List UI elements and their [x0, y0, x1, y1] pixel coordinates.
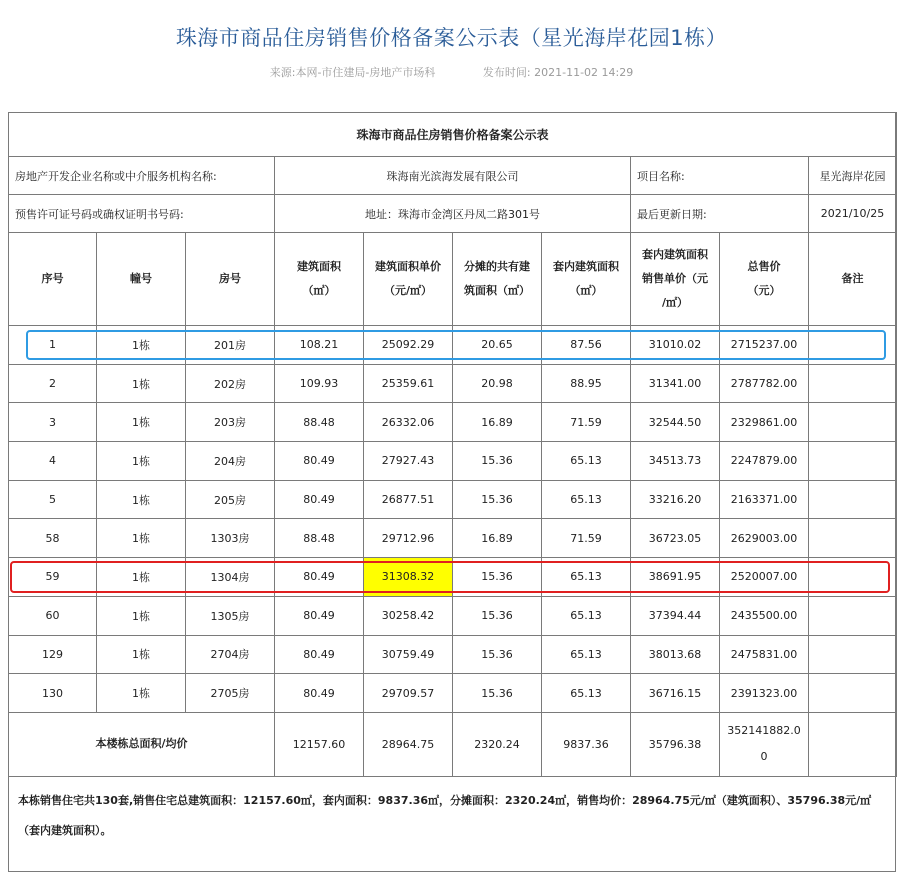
total-inner-unit-price: 35796.38 [631, 712, 720, 776]
table-cell [809, 674, 897, 713]
table-cell: 2163371.00 [720, 480, 809, 519]
table-cell: 2705房 [186, 674, 275, 713]
table-cell: 88.95 [542, 364, 631, 403]
permit-label: 预售许可证号码或确权证明书号码: [9, 195, 275, 233]
table-cell: 2 [9, 364, 97, 403]
developer-value: 珠海南光滨海发展有限公司 [275, 157, 631, 195]
table-cell: 33216.20 [631, 480, 720, 519]
table-cell: 71.59 [542, 519, 631, 558]
table-cell: 29709.57 [364, 674, 453, 713]
total-note [809, 712, 897, 776]
table-cell: 80.49 [275, 480, 364, 519]
table-cell: 15.36 [453, 635, 542, 674]
column-header: 套内建筑面积 （㎡） [542, 233, 631, 326]
table-cell: 4 [9, 442, 97, 481]
table-row [9, 674, 897, 713]
table-cell: 58 [9, 519, 97, 558]
developer-row [9, 157, 897, 195]
table-cell: 1栋 [97, 558, 186, 597]
table-cell: 31308.32 [364, 558, 453, 597]
table-cell: 15.36 [453, 558, 542, 597]
table-cell: 1栋 [97, 635, 186, 674]
table-row [9, 480, 897, 519]
table-cell: 27927.43 [364, 442, 453, 481]
table-cell: 88.48 [275, 403, 364, 442]
table-cell: 65.13 [542, 480, 631, 519]
table-cell: 2435500.00 [720, 596, 809, 635]
table-cell: 65.13 [542, 596, 631, 635]
table-cell [809, 442, 897, 481]
table-row [9, 403, 897, 442]
table-cell: 2715237.00 [720, 326, 809, 365]
table-cell: 1栋 [97, 519, 186, 558]
column-header: 套内建筑面积 销售单价（元 /㎡） [631, 233, 720, 326]
table-cell: 15.36 [453, 442, 542, 481]
article-meta [0, 64, 903, 80]
table-cell: 2247879.00 [720, 442, 809, 481]
total-row [9, 712, 897, 776]
table-cell: 1305房 [186, 596, 275, 635]
table-cell: 60 [9, 596, 97, 635]
table-cell: 1栋 [97, 596, 186, 635]
table-cell: 201房 [186, 326, 275, 365]
column-header: 序号 [9, 233, 97, 326]
total-label: 本楼栋总面积/均价 [9, 712, 275, 776]
table-cell [809, 596, 897, 635]
table-cell [809, 364, 897, 403]
table-cell: 5 [9, 480, 97, 519]
table-cell: 2704房 [186, 635, 275, 674]
table-cell: 1304房 [186, 558, 275, 597]
total-price: 352141882.00 [720, 712, 809, 776]
project-label: 项目名称: [631, 157, 809, 195]
project-value: 星光海岸花园 [809, 157, 897, 195]
table-cell: 109.93 [275, 364, 364, 403]
table-cell: 80.49 [275, 596, 364, 635]
table-row [9, 635, 897, 674]
column-header: 建筑面积 （㎡） [275, 233, 364, 326]
table-cell: 2520007.00 [720, 558, 809, 597]
table-cell: 15.36 [453, 674, 542, 713]
table-cell: 16.89 [453, 519, 542, 558]
table-cell: 2787782.00 [720, 364, 809, 403]
publish-time: 发布时间: 2021-11-02 14:29 [482, 66, 634, 79]
total-inner-area: 9837.36 [542, 712, 631, 776]
table-cell: 36723.05 [631, 519, 720, 558]
column-header: 总售价 （元） [720, 233, 809, 326]
table-row [9, 519, 897, 558]
table-cell [809, 519, 897, 558]
table-cell: 38013.68 [631, 635, 720, 674]
table-cell: 1 [9, 326, 97, 365]
column-header: 分摊的共有建 筑面积（㎡） [453, 233, 542, 326]
table-cell: 1303房 [186, 519, 275, 558]
page-title: 珠海市商品住房销售价格备案公示表（星光海岸花园1栋） [175, 26, 728, 50]
table-cell: 65.13 [542, 558, 631, 597]
price-table [8, 112, 897, 777]
table-cell: 38691.95 [631, 558, 720, 597]
table-title: 珠海市商品住房销售价格备案公示表 [9, 113, 897, 157]
table-cell: 31010.02 [631, 326, 720, 365]
table-cell [809, 403, 897, 442]
table-cell: 20.98 [453, 364, 542, 403]
total-unit-price: 28964.75 [364, 712, 453, 776]
permit-row [9, 195, 897, 233]
table-cell: 30759.49 [364, 635, 453, 674]
address-value: 地址：珠海市金湾区丹凤二路301号 [275, 195, 631, 233]
table-cell: 205房 [186, 480, 275, 519]
table-title-row [9, 113, 897, 157]
table-cell: 1栋 [97, 480, 186, 519]
table-cell: 204房 [186, 442, 275, 481]
table-cell: 36716.15 [631, 674, 720, 713]
table-cell: 32544.50 [631, 403, 720, 442]
table-cell: 26332.06 [364, 403, 453, 442]
table-cell: 71.59 [542, 403, 631, 442]
table-cell: 80.49 [275, 558, 364, 597]
table-cell: 29712.96 [364, 519, 453, 558]
table-cell: 1栋 [97, 442, 186, 481]
table-cell: 30258.42 [364, 596, 453, 635]
table-cell: 31341.00 [631, 364, 720, 403]
table-cell: 25359.61 [364, 364, 453, 403]
table-cell: 130 [9, 674, 97, 713]
table-cell: 2475831.00 [720, 635, 809, 674]
table-cell: 26877.51 [364, 480, 453, 519]
table-cell: 34513.73 [631, 442, 720, 481]
table-cell: 1栋 [97, 403, 186, 442]
column-header: 房号 [186, 233, 275, 326]
table-cell [809, 635, 897, 674]
column-header: 幢号 [97, 233, 186, 326]
table-row [9, 596, 897, 635]
table-cell: 2391323.00 [720, 674, 809, 713]
table-cell: 15.36 [453, 480, 542, 519]
column-header: 备注 [809, 233, 897, 326]
table-cell: 15.36 [453, 596, 542, 635]
table-cell: 65.13 [542, 442, 631, 481]
blue-highlight-box [26, 330, 886, 360]
red-highlight-box [10, 561, 890, 593]
table-cell: 80.49 [275, 635, 364, 674]
source-text: 来源:本网-市住建局-房地产市场科 [269, 66, 436, 79]
table-cell: 203房 [186, 403, 275, 442]
table-cell: 65.13 [542, 635, 631, 674]
updated-label: 最后更新日期: [631, 195, 809, 233]
table-cell: 65.13 [542, 674, 631, 713]
table-cell: 88.48 [275, 519, 364, 558]
table-cell: 108.21 [275, 326, 364, 365]
table-cell: 37394.44 [631, 596, 720, 635]
table-cell: 25092.29 [364, 326, 453, 365]
table-cell: 2329861.00 [720, 403, 809, 442]
table-cell: 80.49 [275, 442, 364, 481]
table-row [9, 442, 897, 481]
table-cell: 1栋 [97, 674, 186, 713]
table-cell: 16.89 [453, 403, 542, 442]
table-cell: 2629003.00 [720, 519, 809, 558]
table-cell: 87.56 [542, 326, 631, 365]
column-header-row [9, 233, 897, 326]
table-row [9, 364, 897, 403]
table-cell: 20.65 [453, 326, 542, 365]
table-cell: 1栋 [97, 364, 186, 403]
column-header: 建筑面积单价 （元/㎡） [364, 233, 453, 326]
table-cell: 3 [9, 403, 97, 442]
table-cell: 129 [9, 635, 97, 674]
updated-value: 2021/10/25 [809, 195, 897, 233]
table-cell: 80.49 [275, 674, 364, 713]
summary-note: 本栋销售住宅共130套,销售住宅总建筑面积：12157.60㎡，套内面积：9837.36㎡，分摊面积：2320.24㎡，销售均价：28964.75元/㎡（建筑面积）、35796.38元/㎡（套内建筑面积）。 [18, 794, 872, 837]
table-cell: 202房 [186, 364, 275, 403]
total-shared-area: 2320.24 [453, 712, 542, 776]
table-cell [809, 480, 897, 519]
table-cell: 1栋 [97, 326, 186, 365]
total-area: 12157.60 [275, 712, 364, 776]
table-cell: 59 [9, 558, 97, 597]
developer-label: 房地产开发企业名称或中介服务机构名称: [9, 157, 275, 195]
